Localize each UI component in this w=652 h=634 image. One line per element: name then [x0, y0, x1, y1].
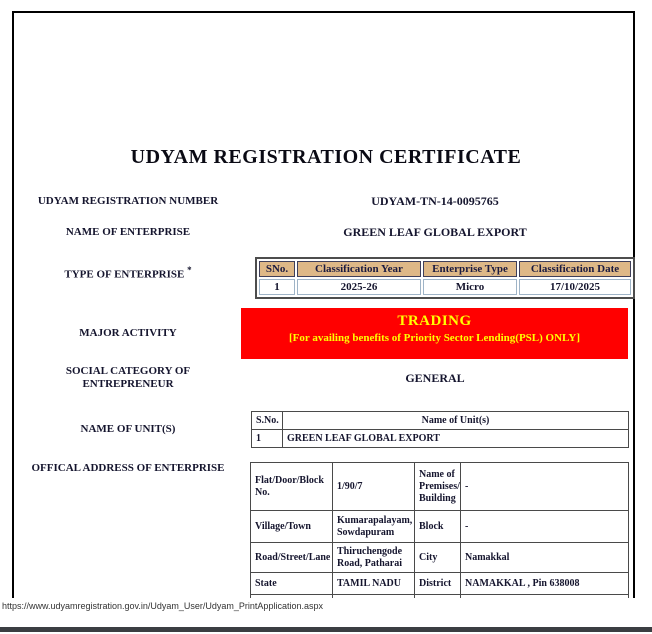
table-cell: 2025-26 [297, 279, 421, 295]
required-asterisk: * [187, 265, 192, 275]
table-cell: Flat/Door/Block No. [251, 463, 333, 511]
classification-header-sno: SNo. [259, 261, 295, 277]
units-header-row [252, 412, 629, 430]
units-table [251, 411, 629, 448]
table-cell: Name of Premises/ Building [415, 463, 461, 511]
units-data-row [252, 430, 629, 448]
table-row-clipped [251, 595, 629, 599]
table-cell: Village/Town [251, 511, 333, 543]
units-header-sno: S.No. [252, 412, 283, 430]
table-cell: District [415, 573, 461, 595]
print-footer-url: https://www.udyamregistration.gov.in/Udyam_User/Udyam_PrintApplication.aspx [2, 601, 323, 611]
registration-number-label: UDYAM REGISTRATION NUMBER [37, 195, 219, 207]
table-row [251, 573, 629, 595]
page-title: UDYAM REGISTRATION CERTIFICATE [130, 146, 522, 168]
social-category-label: SOCIAL CATEGORY OF ENTREPRENEUR [65, 365, 191, 390]
type-of-enterprise-label: TYPE OF ENTERPRISE * [64, 265, 192, 281]
table-cell: State [251, 573, 333, 595]
address-label: OFFICAL ADDRESS OF ENTERPRISE [31, 462, 225, 474]
major-activity-value: TRADING [397, 313, 472, 329]
classification-header-type: Enterprise Type [423, 261, 517, 277]
classification-header-year: Classification Year [297, 261, 421, 277]
table-cell: - [461, 511, 629, 543]
table-row [251, 543, 629, 573]
table-cell: 17/10/2025 [519, 279, 631, 295]
table-row [251, 463, 629, 511]
table-cell: - [461, 463, 629, 511]
major-activity-note: [For availing benefits of Priority Sector Lending(PSL) ONLY] [289, 332, 580, 344]
social-category-value: GENERAL [405, 371, 465, 385]
table-cell: GREEN LEAF GLOBAL EXPORT [283, 430, 629, 448]
table-cell: TAMIL NADU [333, 573, 415, 595]
table-cell: Kumarapalayam, Sowdapuram [333, 511, 415, 543]
table-cell: City [415, 543, 461, 573]
table-row [251, 511, 629, 543]
bottom-edge-bar [0, 627, 652, 632]
units-table-wrap [251, 411, 629, 448]
address-table [250, 462, 629, 598]
major-activity-label: MAJOR ACTIVITY [79, 327, 177, 339]
enterprise-name-value: GREEN LEAF GLOBAL EXPORT [343, 225, 527, 239]
major-activity-banner [241, 308, 628, 359]
table-cell: Block [415, 511, 461, 543]
units-header-name: Name of Unit(s) [283, 412, 629, 430]
classification-table-wrap [255, 257, 635, 299]
table-cell: 1 [259, 279, 295, 295]
table-cell: Namakkal [461, 543, 629, 573]
table-cell: Micro [423, 279, 517, 295]
table-cell: 1 [252, 430, 283, 448]
enterprise-name-label: NAME OF ENTERPRISE [65, 226, 191, 238]
table-cell: Road/Street/Lane [251, 543, 333, 573]
classification-table [255, 257, 635, 299]
classification-header-row [259, 261, 631, 277]
classification-data-row [259, 279, 631, 295]
table-cell: NAMAKKAL , Pin 638008 [461, 573, 629, 595]
registration-number-value: UDYAM-TN-14-0095765 [371, 194, 499, 208]
table-cell: Thiruchengode Road, Patharai [333, 543, 415, 573]
units-label: NAME OF UNIT(S) [80, 423, 176, 435]
classification-header-date: Classification Date [519, 261, 631, 277]
table-cell: 1/90/7 [333, 463, 415, 511]
address-table-wrap [250, 462, 630, 598]
